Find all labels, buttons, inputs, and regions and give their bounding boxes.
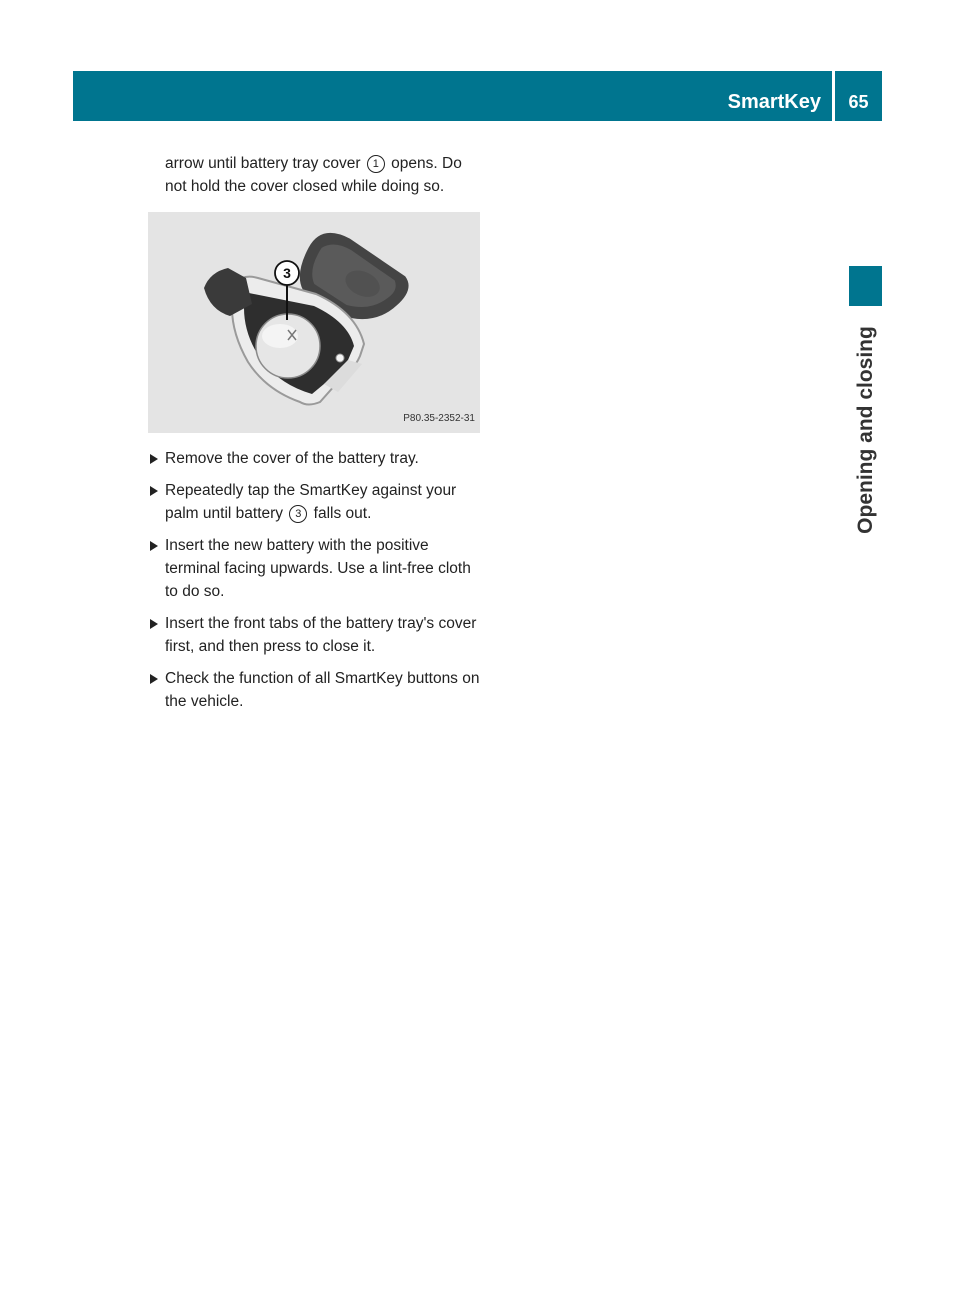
main-content	[148, 152, 483, 722]
page-number: 65	[848, 92, 869, 112]
figure-caption: P80.35-2352-31	[403, 413, 475, 424]
step-item	[148, 612, 483, 658]
side-tab	[849, 316, 882, 544]
step-text: Insert the front tabs of the battery tray's cover first, and then press to close it.	[165, 615, 477, 655]
smartkey-illustration	[148, 212, 480, 433]
step-text: Insert the new battery with the positive terminal facing upwards. Use a lint-free cloth to do so.	[165, 537, 471, 600]
step-item	[148, 667, 483, 713]
step-item	[148, 534, 483, 603]
battery-coin-cell	[256, 314, 320, 378]
step-text-start: Repeatedly tap the SmartKey against your palm until battery	[165, 482, 457, 522]
step-item	[148, 479, 483, 525]
step-arrow-icon	[150, 454, 158, 464]
page-header	[73, 71, 882, 121]
step-arrow-icon	[150, 541, 158, 551]
instruction-steps	[148, 447, 483, 713]
callout-ref-3: 3	[289, 505, 307, 523]
step-item	[148, 447, 483, 470]
battery-figure	[148, 212, 480, 433]
side-tab-marker	[849, 266, 882, 306]
intro-paragraph	[165, 152, 483, 198]
section-title: SmartKey	[727, 91, 821, 113]
intro-text-end: opens. Do not hold the cover closed while doing so.	[165, 155, 462, 195]
side-tab-label: Opening and closing	[853, 326, 877, 534]
step-text-end: falls out.	[309, 505, 372, 522]
step-arrow-icon	[150, 486, 158, 496]
step-arrow-icon	[150, 674, 158, 684]
intro-text-start: arrow until battery tray cover	[165, 155, 365, 172]
callout-ref-1: 1	[367, 155, 385, 173]
step-arrow-icon	[150, 619, 158, 629]
step-text: Remove the cover of the battery tray.	[165, 450, 419, 467]
callout-number: 3	[283, 265, 291, 281]
step-text: Check the function of all SmartKey buttons on the vehicle.	[165, 670, 480, 710]
